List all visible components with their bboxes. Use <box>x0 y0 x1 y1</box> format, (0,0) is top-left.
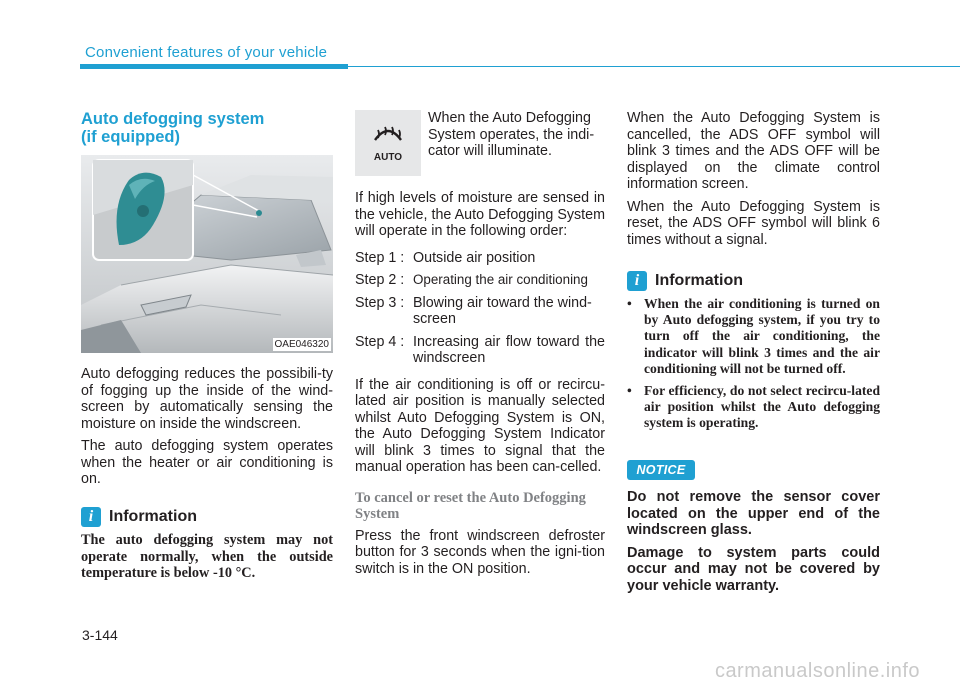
auto-defog-indicator <box>355 110 421 176</box>
page-header-title: Convenient features of your vehicle <box>85 44 328 61</box>
step-label: Step 1 : <box>355 249 405 266</box>
step-text: Operating the air conditioning <box>413 272 588 287</box>
column-3-body <box>627 110 880 248</box>
col3-paragraph-2: When the Auto Defogging System is reset, the ADS OFF symbol will blink 6 times without a signal. <box>627 198 880 248</box>
info-icon: i <box>627 271 647 291</box>
col3-paragraph-1: When the Auto Defogging System is cancelled, the ADS OFF symbol will blink 3 times and the ADS OFF will be displayed on the climate control information screen. <box>627 110 880 192</box>
step-text: Outside air position <box>413 249 536 266</box>
info-heading-label: Information <box>655 272 743 290</box>
auto-defog-icon <box>355 110 421 176</box>
col3-info-bullets <box>627 296 880 432</box>
step-item <box>355 272 605 289</box>
notice-badge: NOTICE <box>627 460 695 480</box>
col2-intro-text: When the Auto Defogging System operates, the indi-cator will illuminate. <box>428 110 595 159</box>
col2-paragraph-2: If the air conditioning is off or recircu-lated air position is manually selected whilst Auto Defogging System is ON, the Auto Defogging System Indicator will blink 3 times to signal that the manual operation has been can-celled. <box>355 376 605 475</box>
step-text: Increasing air flow toward the windscreen <box>413 333 605 366</box>
col2-paragraph-1: If high levels of moisture are sensed in the vehicle, the Auto Defogging System will operate in the following order: <box>355 190 605 239</box>
step-label: Step 3 : <box>355 294 405 311</box>
step-item <box>355 334 605 367</box>
column-2-body <box>355 190 605 577</box>
section-title-line1: Auto defogging system <box>81 110 265 128</box>
steps-list <box>355 250 605 367</box>
info-icon: i <box>81 507 101 527</box>
info-heading-col1 <box>81 507 197 527</box>
step-label: Step 2 : <box>355 272 405 288</box>
info-bullet: • When the air conditioning is turned on by Auto defogging system, if you try to turn off the air conditioning, the indicator will blink 3 times and the air conditioning will not be turned off. <box>627 296 880 377</box>
section-title-line2: (if equipped) <box>81 128 180 146</box>
step-item <box>355 295 605 328</box>
info-bullet: • For efficiency, do not select recircu-lated air position whilst the Auto defogging system is operating. <box>627 383 880 432</box>
info-heading-col3 <box>627 271 743 291</box>
figure-code: OAE046320 <box>274 339 329 350</box>
notice-paragraph-2: Damage to system parts could occur and may not be covered by your vehicle warranty. <box>627 544 880 594</box>
column-1-body <box>81 366 333 488</box>
col2-intro <box>428 110 605 160</box>
auto-icon-label: AUTO <box>373 152 403 163</box>
step-text: Blowing air toward the wind-screen <box>413 294 592 327</box>
info-heading-label: Information <box>109 508 197 526</box>
header-rule <box>80 66 960 67</box>
col2-paragraph-3: Press the front windscreen defroster button for 3 seconds when the igni-tion switch is in the ON position. <box>355 527 605 577</box>
notice-paragraph-1: Do not remove the sensor cover located on the upper end of the windscreen glass. <box>627 489 880 538</box>
notice-body <box>627 489 880 594</box>
step-item <box>355 250 605 267</box>
col1-paragraph-1: Auto defogging reduces the possibili-ty of fogging up the inside of the wind-screen by automatically sensing the moisture on inside the windscreen. <box>81 366 333 432</box>
windscreen-sensor-illustration <box>81 155 333 353</box>
page-number: 3-144 <box>82 627 118 643</box>
cancel-reset-subheading: To cancel or reset the Auto Defogging System <box>355 489 586 522</box>
col1-info-text: The auto defogging system may not operate normally, when the outside temperature is below -10 °C. <box>81 532 333 582</box>
car-windscreen-image <box>81 155 333 353</box>
watermark-text: carmanualsonline.info <box>714 660 920 682</box>
step-label: Step 4 : <box>355 333 405 350</box>
section-title <box>81 110 333 146</box>
col1-paragraph-2: The auto defogging system operates when the heater or air conditioning is on. <box>81 438 333 487</box>
